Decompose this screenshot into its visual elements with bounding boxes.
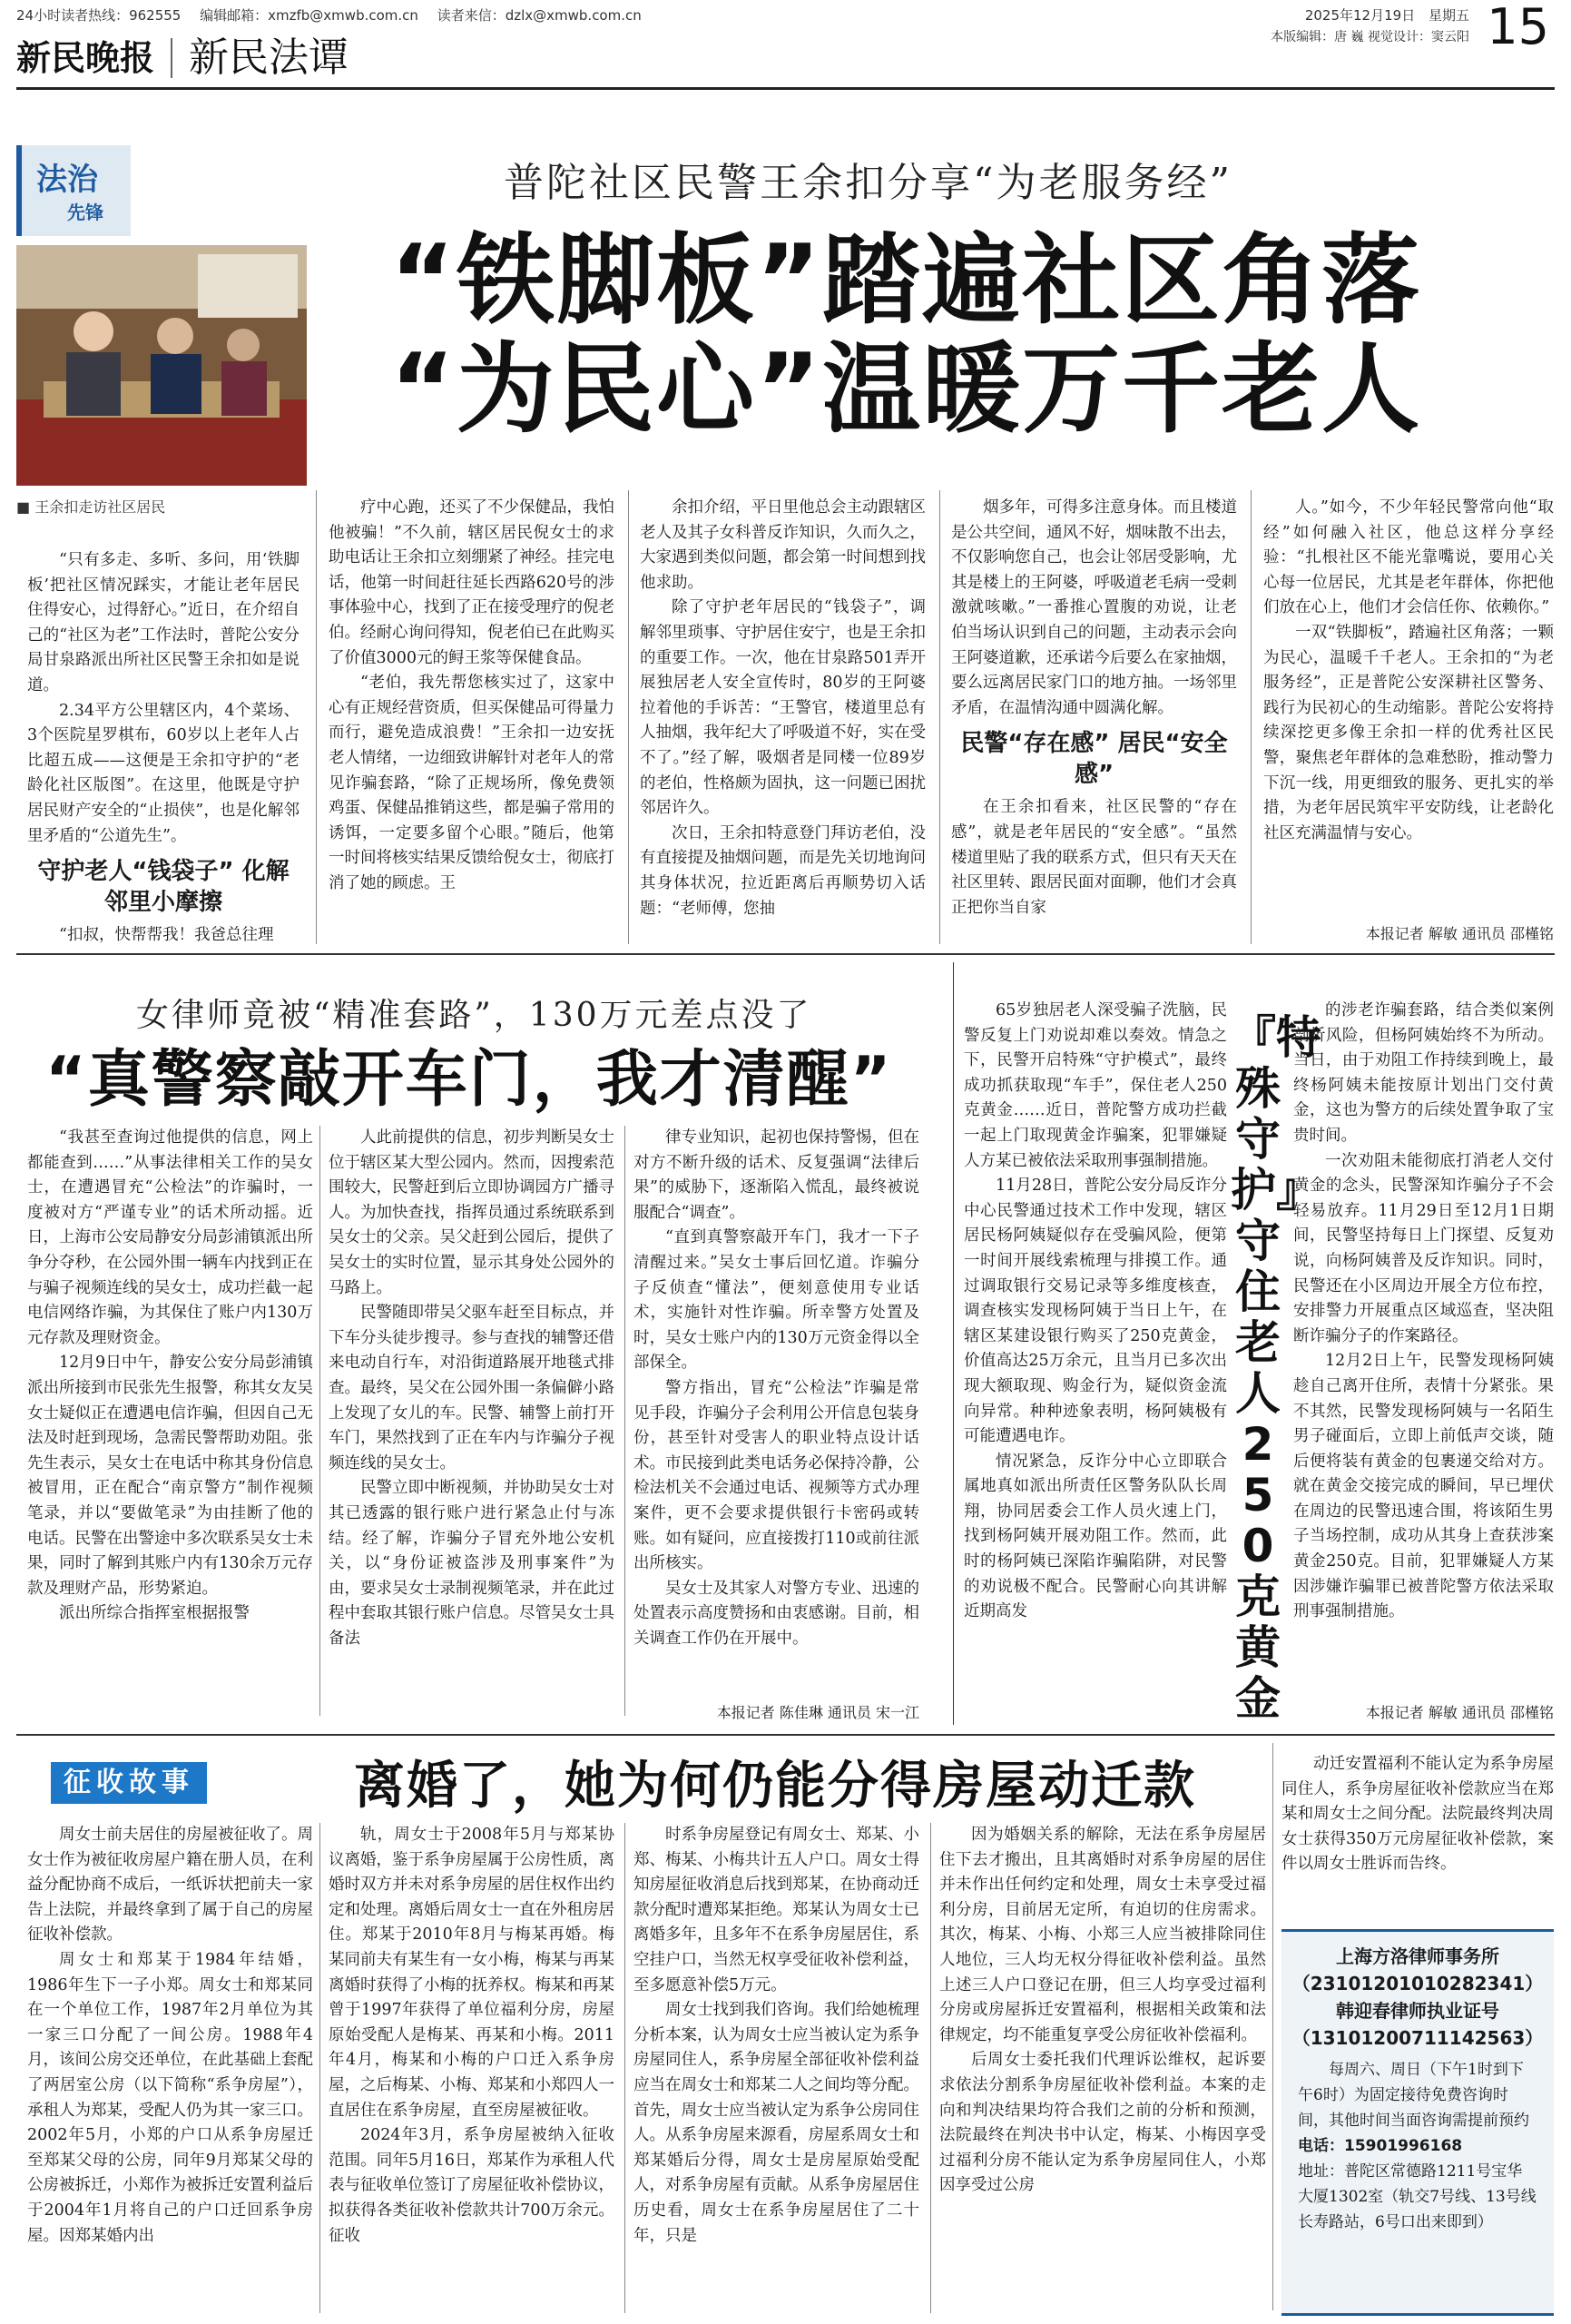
column-rule [1272,1743,1273,2310]
article1-column-2 [329,496,614,945]
paragraph: 烟多年，可得多注意身体。而且楼道是公共空间，通风不好，烟味散不出去，不仅影响您自己，也会让邻居受影响，尤其是楼上的王阿婆，呼吸道老毛病一受刺激就咳嗽。”一番推心置腹的劝说，让老伯当场认识到自己的问题，主动表示会向王阿婆道歉，还承诺今后要么在家抽烟，要么远离居民家门口的地方抽。一场邻里矛盾，在温情沟通中圆满化解。 [951,498,1237,717]
article1-column-4 [951,496,1237,945]
paragraph: 民警立即中断视频，并协助吴女士对其已透露的银行账户进行紧急止付与冻结。经了解，诈骗分子冒充外地公安机关，以“身份证被盗涉及刑事案件”为由，要求吴女士录制视频笔录，并在此过程中套取其银行账户信息。尽管吴女士具备法 [329,1479,614,1648]
column-rule [319,1823,320,2313]
article2-column-2 [329,1126,614,1725]
lawfirm-hours: 每周六、周日（下午1时到下午6时）为固定接待免费咨询时间，其他时间当面咨询需提前预约 [1298,2061,1529,2130]
paragraph: 的涉老诈骗套路，结合类似案例剖析风险，但杨阿姨始终不为所动。当日，由于劝阻工作持续到晚上，最终杨阿姨未能按原计划出门交付黄金，这也为警方的后续处置争取了宝贵时间。 [1293,1001,1554,1145]
lawfirm-address: 地址：普陀区常德路1211号宝华大厦1302室（轨交7号线、13号线长寿路站，6号口出来即到） [1298,2162,1537,2231]
article1-byline: 本报记者 解敏 通讯员 邵槿铭 [1365,925,1554,942]
article1-subhead-2: 民警“存在感” 居民“安全感” [960,730,1228,789]
paper-logo: 新民晚报 [16,37,155,78]
letters-text: 读者来信：dzlx@xmwb.com.cn [437,7,642,24]
article1-headline-1: “铁脚板”踏遍社区角落 [390,224,1421,338]
masthead-divider [171,38,172,78]
paragraph: 12月9日中午，静安公安分局彭浦镇派出所接到市民张先生报警，称其女友吴女士疑似正在遭遇电信诈骗，但因自己无法及时赶到现场，急需民警帮助劝阻。张先生表示，吴女士在电话中称其身份信息被冒用，正在配合“南京警方”制作视频笔录，并以“要做笔录”为由挂断了他的电话。民警在出警途中多次联系吴女士未果，同时了解到其账户内有130余万元存款及理财产品，形势紧迫。 [27,1354,313,1598]
paragraph: 次日，王余扣特意登门拜访老伯，没有直接提及抽烟问题，而是先关切地询问其身体状况，拉近距离后再顺势切入话题：“老师傅，您抽 [640,823,926,918]
column-badge [16,145,131,236]
article2-kicker: 女律师竟被“精准套路”，130万元差点没了 [136,997,812,1034]
badge-line2: 先锋 [67,202,103,223]
paragraph: 派出所综合指挥室根据报警 [59,1604,250,1623]
column-tag: 征收故事 [51,1762,207,1804]
column-rule [930,1823,931,2313]
article3-column-2 [1293,999,1554,1698]
section-title: 新民法谭 [189,34,349,81]
lawfirm-name: 上海方洛律师事务所 [1336,1945,1499,1967]
article3-column-1 [964,999,1227,1725]
paragraph: 情况紧急，反诈分中心立即联合属地真如派出所责任区警务队队长周翔，协同居委会工作人员火速上门，找到杨阿姨开展劝阻工作。然而，此时的杨阿姨已深陷诈骗陷阱，对民警的劝说极不配合。民警耐心向其讲解近期高发 [964,1452,1227,1621]
article1-subhead-1: 守护老人“钱袋子” 化解邻里小摩擦 [37,858,290,917]
column-rule [319,1126,320,1716]
paragraph: 余扣介绍，平日里他总会主动跟辖区老人及其子女科普反诈知识，久而久之，大家遇到类似问题，都会第一时间想到找他求助。 [640,498,926,592]
paragraph: “直到真警察敲开车门，我才一下子清醒过来。”吴女士事后回忆道。诈骗分子反侦查“懂法”，便刻意使用专业话术，实施针对性诈骗。所幸警方处置及时，吴女士账户内的130万元资金得以全部保全。 [633,1228,919,1373]
article4-column-5 [1281,1752,1554,1925]
column-rule [624,1126,625,1716]
paragraph: 因为婚姻关系的解除，无法在系争房屋居住下去才搬出，且其离婚时对系争房屋的居住并未作出任何约定和处理，周女士未享受过福利分房，目前居无定所，有迫切的住房需求。其次，梅某、小梅、小郑三人应当被排除同住人地位，三人均无权分得征收补偿利益。虽然上述三人户口登记在册，但三人均享受过福利分房或房屋拆迁安置福利，根据相关政策和法律规定，均不能重复享受公房征收补偿福利。 [939,1826,1266,2044]
masthead [16,31,525,85]
section-rule [16,953,1555,955]
paragraph: 民警随即带吴父驱车赶至目标点，并下车分头徒步搜寻。参与查找的辅警还借来电动自行车，对沿街道路展开地毯式排查。最终，吴父在公园外围一条偏僻小路上发现了女儿的车。民警、辅警上前打开车门，果然找到了正在车内与诈骗分子视频连线的吴女士。 [329,1304,614,1472]
column-rule [939,490,940,944]
lawfirm-phone: 电话：15901996168 [1298,2137,1463,2155]
article1-headline-2: “为民心”温暖万千老人 [390,333,1421,447]
editors-credit: 本版编辑：唐 巍 视觉设计：窦云阳 [1271,30,1469,44]
article3-vertical-headline: 『特殊守护』守住老人250克黄金 [1231,1011,1321,1725]
photo-caption: ■ 王余扣走访社区居民 [16,498,166,516]
paragraph: 人此前提供的信息，初步判断吴女士位于辖区某大型公园内。然而，因搜索范围较大，民警赶到后立即协调园方广播寻人。为加快查找，指挥员通过系统联系到吴女士的父亲。吴父赶到公园后，提供了吴女士的实时位置，显示其身处公园外的马路上。 [329,1128,614,1297]
article4-column-2 [329,1823,614,2313]
article4-headline: 离婚了，她为何仍能分得房屋动迁款 [354,1757,1196,1816]
lawyer-license: 韩迎春律师执业证号 [1336,2000,1499,2022]
paragraph: 在王余扣看来，社区民警的“存在感”，就是老年居民的“安全感”。“虽然楼道里贴了我的联系方式，但只有天天在社区里转、跟居民面对面聊，他们才会真正把你当自家 [951,798,1237,917]
column-rule [953,962,954,1725]
article4-column-1 [27,1823,313,2313]
paragraph: “只有多走、多听、多问，用‘铁脚板’把社区情况踩实，才能让老年居民住得安心，过得舒心。”近日，在介绍自己的“社区为老”工作法时，普陀公安分局甘泉路派出所社区民警王余扣如是说道。 [27,551,299,694]
paragraph: “扣叔，快帮帮我！我爸总往理 [59,926,274,945]
article1-column-5 [1263,496,1554,922]
column-rule [316,490,317,944]
column-rule [628,490,629,944]
paragraph: 周女士找到我们咨询。我们给她梳理分析本案，认为周女士应当被认定为系争房屋同住人，系争房屋全部征收补偿利益应当在周女士和郑某二人之间均等分配。首先，周女士应当被认定为系争公房同住人。从系争房屋来源看，房屋系周女士和郑某婚后分得，周女士是房屋原始受配人，对系争房屋有贡献。从系争房屋居住历史看，周女士在系争房屋居住了二十年，只是 [633,2001,919,2245]
paragraph: 吴女士及其家人对警方专业、迅速的处置表示高度赞扬和由衷感谢。目前，相关调查工作仍在开展中。 [633,1579,919,1648]
section-rule [16,1734,1555,1736]
header-rule [16,87,1555,90]
paragraph: “老伯，我先帮您核实过了，这家中心有正规经营资质，但买保健品可得量力而行，避免造成浪费！”王余扣一边安抚老人情绪，一边细致讲解针对老年人的常见诈骗套路，“除了正规场所，像免费领鸡蛋、保健品推销这些，都是骗子常用的诱饵，一定要多留个心眼。”随后，他第一时间将核实结果反馈给倪女士，彻底打消了她的顾虑。王 [329,674,614,892]
lawfirm-box [1281,1929,1554,2316]
article2-headline: “真警察敲开车门，我才清醒” [45,1044,893,1116]
paragraph: 一次劝阻未能彻底打消老人交付黄金的念头，民警深知诈骗分子不会轻易放弃。11月29日至12月1日期间，民警坚持每日上门探望、反复劝说，向杨阿姨普及反诈知识。同时，民警还在小区周边开展全方位布控，安排警力开展重点区域巡查，坚决阻断诈骗分子的作案路径。 [1293,1151,1554,1345]
date-text: 2025年12月19日 [1304,7,1416,24]
paragraph: 2.34平方公里辖区内，4个菜场、3个医院星罗棋布，60岁以上老年人占比超五成——这便是王余扣守护的“老龄化社区版图”。在这里，他既是守护居民财产安全的“止损侠”，也是化解邻里矛盾的“公道先生”。 [27,701,299,845]
page-number: 15 [1487,0,1549,55]
paragraph: 人。”如今，不少年轻民警常向他“取经”如何融入社区，他总这样分享经验：“扎根社区不能光靠嘴说，要用心关心每一位居民，尤其是老年群体，你把他们放在心上，他们才会信任你、依赖你。” [1263,498,1554,617]
article1-column-3 [640,496,926,945]
weekday-text: 星期五 [1428,7,1469,24]
dateline [1305,5,1469,25]
paragraph: 时系争房屋登记有周女士、郑某、小郑、梅某、小梅共计五人户口。周女士得知房屋征收消息后找到郑某，在协商动迁款分配时遭郑某拒绝。郑某认为周女士已离婚多年，且多年不在系争房屋居住，系空挂户口，当然无权享受征收补偿利益，至多愿意补偿5万元。 [633,1826,919,1994]
hotline-text: 24小时读者热线：962555 [16,7,182,24]
article2-column-3 [633,1126,919,1698]
paragraph: 轨，周女士于2008年5月与郑某协议离婚，鉴于系争房屋属于公房性质，离婚时双方并未对系争房屋的居住权作出约定和处理。离婚后周女士一直在外租房居住。郑某于2010年8月与梅某再婚。梅某同前夫有某生有一女小梅，梅某与再某离婚时获得了小梅的抚养权。梅某和再某曾于1997年获得了单位福利分房，房屋原始受配人是梅某、再某和小梅。2011年4月，梅某和小梅的户口迁入系争房屋，之后梅某、小梅、郑某和小郑四人一直居住在系争房屋，直至房屋被征收。 [329,1826,614,2120]
lawfirm-code: （23101201010282341） [1291,1973,1544,1994]
paragraph: 11月28日，普陀公安分局反诈分中心民警通过技术工作中发现，辖区居民杨阿姨疑似存在受骗风险，便第一时间开展线索梳理与排摸工作。通过调取银行交易记录等多维度核查，调查核实发现杨阿姨于当日上午，在辖区某建设银行购买了250克黄金，价值高达25万余元，且当月已多次出现大额取现、购金行为，疑似资金流向异常。种种迹象表明，杨阿姨极有可能遭遇电诈。 [964,1177,1227,1446]
article1-kicker: 普陀社区民警王余扣分享“为老服务经” [504,160,1232,206]
email-text: 编辑邮箱：xmzfb@xmwb.com.cn [200,7,418,24]
photo-illustration [16,245,307,486]
news-photo [16,245,307,486]
article3-byline: 本报记者 解敏 通讯员 邵槿铭 [1365,1704,1554,1721]
paragraph: 除了守护老年居民的“钱袋子”，调解邻里琐事、守护居住安宁，也是王余扣的重要工作。一次，他在甘泉路501弄开展独居老人安全宣传时，80岁的王阿婆拉着他的手诉苦：“王警官，楼道里总有人抽烟，我年纪大了呼吸道不好，实在受不了。”经了解，吸烟者是同楼一位89岁的老伯，性格颇为固执，这一问题已困扰邻居许久。 [640,598,926,818]
paragraph: 律专业知识，起初也保持警惕，但在对方不断升级的话术、反复强调“法律后果”的威胁下，逐渐陷入慌乱，最终被说服配合“调查”。 [633,1128,919,1222]
paragraph: 疗中心跑，还买了不少保健品，我怕他被骗！”不久前，辖区居民倪女士的求助电话让王余扣立刻绷紧了神经。挂完电话，他第一时间赶往延长西路620号的涉事体验中心，找到了正在接受理疗的倪老伯。经耐心询问得知，倪老伯已在此购买了价值3000元的鲟王浆等保健食品。 [329,498,614,667]
article4-column-4 [939,1823,1266,2313]
article2-column-1 [27,1126,313,1725]
badge-line1: 法治 [36,162,98,198]
column-rule [1251,490,1252,944]
paragraph: 周女士前夫居住的房屋被征收了。周女士作为被征收房屋户籍在册人员，在利益分配协商不成后，一纸诉状把前夫一家告上法院，并最终拿到了属于自己的房屋征收补偿款。 [27,1826,313,1945]
paragraph: “我甚至查询过他提供的信息，网上都能查到……”从事法律相关工作的吴女士，在遭遇冒充“公检法”的诈骗时，一度被对方“严谨专业”的话术所动摇。近日，上海市公安局静安分局彭浦镇派出所争分夺秒，在公园外围一辆车内找到正在与骗子视频连线的吴女士，成功拦截一起电信网络诈骗，为其保住了账户内130万元存款及理财资金。 [27,1128,313,1347]
paragraph: 一双“铁脚板”，踏遍社区角落；一颗为民心，温暖千千老人。王余扣的“为老服务经”，正是普陀公安深耕社区警务、践行为民初心的生动缩影。普陀公安将持续深挖更多像王余扣一样的优秀社区民警，聚焦老年群体的急难愁盼，推动警力下沉一线，用更细致的服务、更扎实的举措，为老年居民筑牢平安防线，让老龄化社区充满温情与安心。 [1263,623,1554,842]
article4-column-3 [633,1823,919,2313]
paragraph: 动迁安置福利不能认定为系争房屋同住人，系争房屋征收补偿款应当在郑某和周女士之间分配。法院最终判决周女士获得350万元房屋征收补偿款，案件以周女士胜诉而告终。 [1281,1755,1554,1874]
paragraph: 周女士和郑某于1984年结婚，1986年生下一子小郑。周女士和郑某同在一个单位工作，1987年2月单位为其一家三口分配了一间公房。1988年4月，该间公房交还单位，在此基础上套配了两居室公房（以下简称“系争房屋”），承租人为郑某，受配人仍为其一家三口。2002年5月，小郑的户口从系争房屋迁至郑某父母的公房，同年9月郑某父母的公房被拆迁，小郑作为被拆迁安置利益后于2004年1月将自己的户口迁回系争房屋。因郑某婚内出 [27,1950,313,2245]
article2-byline: 本报记者 陈佳琳 通讯员 宋一江 [716,1704,919,1721]
paragraph: 12月2日上午，民警发现杨阿姨趁自己离开住所，表情十分紧张。果不其然，民警发现杨阿姨与一名陌生男子碰面后，立即上前低声交谈，随后便将装有黄金的包裹递交给对方。就在黄金交接完成的瞬间，早已埋伏在周边的民警迅速合围，将该陌生男子当场控制，成功从其身上查获涉案黄金250克。目前，犯罪嫌疑人方某因涉嫌诈骗罪已被普陀警方依法采取刑事强制措施。 [1293,1352,1554,1621]
paragraph: 警方指出，冒充“公检法”诈骗是常见手段，诈骗分子会利用公开信息包装身份，甚至针对受害人的职业特点设计话术。市民接到此类电话务必保持冷静，公检法机关不会通过电话、视频等方式办理案件，更不会要求提供银行卡密码或转账。如有疑问，应直接拨打110或前往派出所核实。 [633,1378,919,1573]
paragraph: 2024年3月，系争房屋被纳入征收范围。同年5月16日，郑某作为承租人代表与征收单位签订了房屋征收补偿协议，拟获得各类征收补偿款共计700万余元。征收 [329,2126,614,2245]
column-rule [624,1823,625,2313]
paragraph: 后周女士委托我们代理诉讼维权，起诉要求依法分割系争房屋征收补偿利益。本案的走向和判决结果均符合我们之前的分析和预测，法院最终在判决书中认定，梅某、小梅因享受过福利分房不能认定为系争房屋同住人，小郑因享受过公房 [939,2051,1266,2195]
lawyer-code: （13101200711142563） [1291,2027,1544,2049]
article1-column-1 [27,548,299,948]
paragraph: 65岁独居老人深受骗子洗脑，民警反复上门劝说却难以奏效。情急之下，民警开启特殊“守护模式”，最终成功抓获取现“车手”，保住老人250克黄金……近日，普陀警方成功拦截一起上门取现黄金诈骗案，犯罪嫌疑人方某已被依法采取刑事强制措施。 [964,1001,1227,1170]
